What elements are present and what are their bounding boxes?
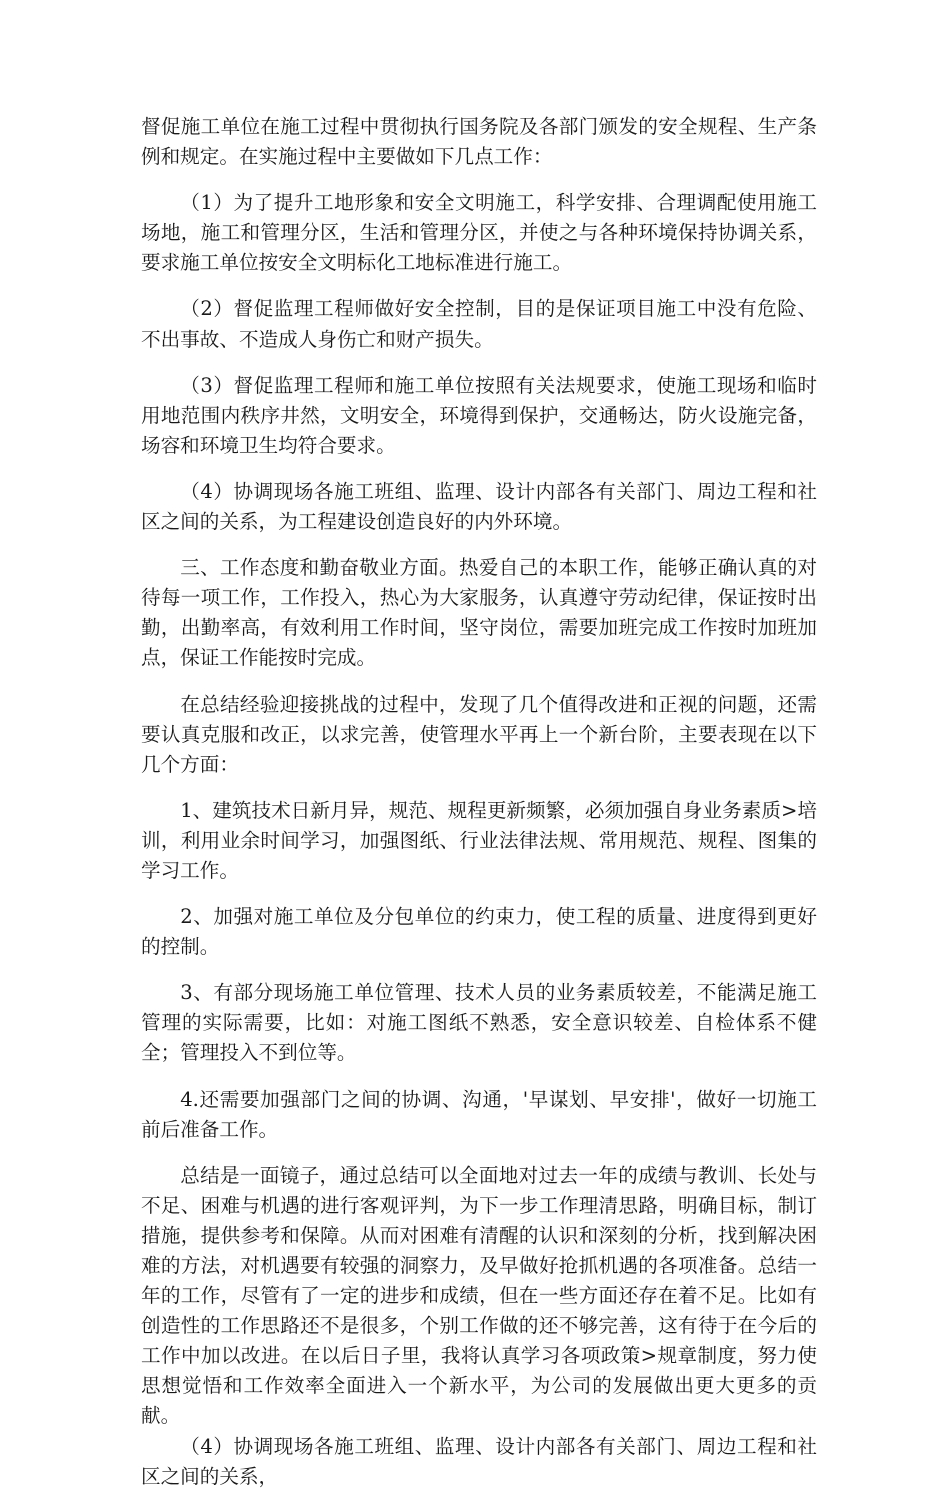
paragraph-point-4: 4.还需要加强部门之间的协调、沟通，'早谋划、早安排'，做好一切施工前后准备工作。 (141, 1087, 817, 1141)
paragraph-point-2: 2、加强对施工单位及分包单位的约束力，使工程的质量、进度得到更好的控制。 (141, 905, 817, 959)
paragraph-item-3: （3）督促监理工程师和施工单位按照有关法规要求，使施工现场和临时用地范围内秩序井然，文明安全，环境得到保护，交通畅达，防火设施完备，场容和环境卫生均符合要求。 (141, 373, 817, 457)
paragraph-conclusion: 总结是一面镜子，通过总结可以全面地对过去一年的成绩与教训、长处与不足、困难与机遇的进行客观评判，为下一步工作理清思路，明确目标，制订措施，提供参考和保障。从而对困难有清醒的认识和深刻的分析，找到解决困难的方法，对机遇要有较强的洞察力，及早做好抢抓机遇的各项准备。总结一年的工作，尽管有了一定的进步和成绩，但在一些方面还存在着不足。比如有创造性的工作思路还不是很多，个别工作做的还不够完善，这有待于在今后的工作中加以改进。在以后日子里，我将认真学习各项政策>规章制度，努力使思想觉悟和工作效率全面进入一个新水平，为公司的发展做出更大更多的贡献。 (141, 1163, 817, 1428)
paragraph-point-1: 1、建筑技术日新月异，规范、规程更新频繁，必须加强自身业务素质>培训，利用业余时间学习，加强图纸、行业法律法规、常用规范、规程、图集的学习工作。 (141, 798, 817, 882)
paragraph-point-3: 3、有部分现场施工单位管理、技术人员的业务素质较差，不能满足施工管理的实际需要，比如：对施工图纸不熟悉，安全意识较差、自检体系不健全；管理投入不到位等。 (141, 981, 817, 1065)
paragraph-intro: 督促施工单位在施工过程中贯彻执行国务院及各部门颁发的安全规程、生产条例和规定。在实施过程中主要做如下几点工作： (141, 115, 817, 169)
paragraph-section-three: 三、工作态度和勤奋敬业方面。热爱自己的本职工作，能够正确认真的对待每一项工作，工作投入，热心为大家服务，认真遵守劳动纪律，保证按时出勤，出勤率高，有效利用工作时间，坚守岗位，需要加班完成工作按时加班加点，保证工作能按时完成。 (141, 556, 817, 670)
paragraph-item-4: （4）协调现场各施工班组、监理、设计内部各有关部门、周边工程和社区之间的关系，为工程建设创造良好的内外环境。 (141, 479, 817, 534)
paragraph-item-2: （2）督促监理工程师做好安全控制，目的是保证项目施工中没有危险、不出事故、不造成人身伤亡和财产损失。 (141, 297, 817, 351)
paragraph-summary-intro: 在总结经验迎接挑战的过程中，发现了几个值得改进和正视的问题，还需要认真克服和改正，以求完善，使管理水平再上一个新台阶，主要表现在以下几个方面： (141, 692, 817, 776)
paragraph-trailing-item-4: （4）协调现场各施工班组、监理、设计内部各有关部门、周边工程和社区之间的关系， (141, 1434, 817, 1488)
document-text-body (141, 112, 817, 1492)
paragraph-item-1: （1）为了提升工地形象和安全文明施工，科学安排、合理调配使用施工场地，施工和管理分区，生活和管理分区，并使之与各种环境保持协调关系，要求施工单位按安全文明标化工地标准进行施工。 (141, 191, 817, 275)
